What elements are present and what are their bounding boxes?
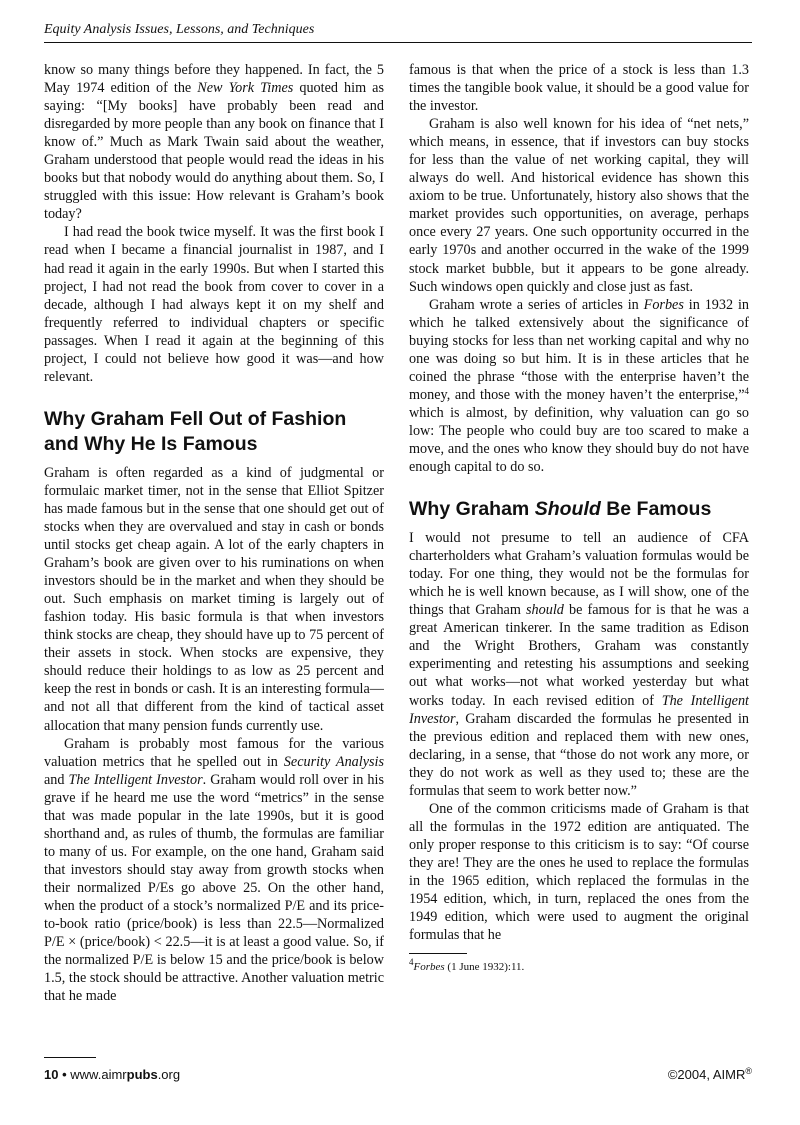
paragraph: Graham is often regarded as a kind of judgmental or formulaic market timer, not in the sense that Elliot Spitzer has made famous but in the sense that one should get out of stocks when they are overvalued and stay in cash or bonds until stocks get cheap again. A lot of the early chapters in Graham’s book are given over to his ruminations on when investors should be in the market and when they should be out. Such emphasis on market timing is largely out of fashion today. His basic formula is that when investors think stocks are cheap, they should have up to 75 percent of their assets in stock. When stocks are expensive, they should reduce their holdings to as low as 25 percent and keep the rest in bonds or cash. It is an interesting formula—and not all that different from the kind of tactical asset allocation that many pension funds currently use. — [44, 464, 384, 734]
footer-rule — [44, 1057, 96, 1058]
website-link[interactable]: www.aimrpubs.org — [70, 1067, 181, 1082]
footer-left — [44, 1066, 180, 1084]
bullet-separator: • — [62, 1067, 67, 1082]
copyright: ©2004, AIMR® — [667, 1066, 752, 1082]
paragraph: One of the common criticisms made of Graham is that all the formulas in the 1972 edition are antiquated. The only proper response to this criticism is to say: “Of course they are! They are the ones he used to replace the formulas in the 1965 edition, which replaced the formulas in the 1954 edition, which, in turn, replaced the ones from the 1949 edition, which were used to augment the original formulas that he — [409, 800, 749, 944]
running-head: Equity Analysis Issues, Lessons, and Techniques — [44, 22, 315, 37]
paragraph: I would not presume to tell an audience of CFA charterholders what Graham’s valuation formulas would be today. For one thing, they would not be the formulas for which he is well known because, as I will show, one of the things that Graham should be famous for is that he was a great American tinkerer. In the same tradition as Edison and the Wright Brothers, Graham was constantly experimenting and retesting his assumptions and seeking out what works—not what worked yesterday but what works today. In each revised edition of The Intelligent Investor, Graham discarded the formulas he presented in the previous edition and replaced them with new ones, declaring, in a sense, that “those do not work any more, or they do not work as well as they used to; these are the formulas that seem to work better now.” — [409, 530, 749, 799]
left-column — [44, 61, 384, 1026]
paragraph: famous is that when the price of a stock is less than 1.3 times the tangible book value, it should be a good value for the investor. — [409, 62, 749, 115]
section-heading: Why Graham Fell Out of Fashion and Why He Is Famous — [44, 407, 347, 455]
header-rule — [44, 42, 752, 43]
paragraph: Graham is also well known for his idea of “net nets,” which means, in essence, that if investors can buy stocks for less than the value of net working capital, they will always do well. And historical evidence has shown this axiom to be true. Unfortunately, history also shows that the market provides such opportunities, on average, perhaps once every 27 years. One such opportunity occurred in the early 1970s and another occurred in the wake of the 1999 stock market bubble, but it appears to be gone already. Such windows open quickly and close just as fast. — [409, 116, 749, 295]
registered-mark: ® — [745, 1066, 752, 1076]
page-number: 10 — [44, 1067, 59, 1082]
section-heading: Why Graham Should Be Famous — [409, 498, 712, 521]
footnote-rule — [409, 953, 467, 954]
footnote: $^4$Forbes (1 June 1932):11. — [409, 957, 525, 974]
right-column — [409, 61, 749, 1026]
paragraph: Graham is probably most famous for the various valuation metrics that he spelled out in Security Analysis and The Intelligent Investor. Graham would roll over in his grave if he heard me use the word “metrics” in the sense that was made popular in the late 1990s, but it is good shorthand and, as rules of thumb, the formulas are familiar to many of us. For example, on the one hand, Graham said that investors should stay away from growth stocks when their normalized P/Es go above 25. On the other hand, when the product of a stock’s normalized P/E and its price-to-book ratio (price/book) is less than 22.5—Normalized P/E × (price/book) < 22.5—it is at least a good value. So, if the normalized P/E is below 15 and the price/book is below 1.5, the stock should be attractive. Another valuation metric that he made — [44, 735, 384, 1005]
paragraph: Graham wrote a series of articles in Forbes in 1932 in which he talked extensively about the significance of buying stocks for less than net working capital and why no one was doing so but him. It is in these articles that he coined the phrase “those with the enterprise haven’t the money, and those with the money haven’t the enterprise,”$^4$ which is almost, by definition, why valuation can go so low: The people who could buy are too scared to make a move, and the ones who know they should buy do not have enough capital to do so. — [409, 296, 749, 476]
footnote-ref: 4 — [744, 385, 749, 396]
paragraph: I had read the book twice myself. It was the first book I read when I became a financial journalist in 1987, and I had read it again in the early 1990s. But when I started this project, I had not read the book from cover to cover in a decade, although I had always kept it on my shelf and frequently referred to individual chapters or specific passages. When I read it again at the beginning of this project, I could not believe how good it was—and how relevant. — [44, 224, 384, 385]
paragraph: know so many things before they happened. In fact, the 5 May 1974 edition of the New York Times quoted him as saying: “[My books] have probably been read and disregarded by more people than any book on finance that I know of.” Much as Mark Twain said about the weather, Graham understood that people would read the ideas in his books but that nobody would do anything about them. So, I struggled with this issue: How relevant is Graham’s book today? — [44, 62, 384, 223]
